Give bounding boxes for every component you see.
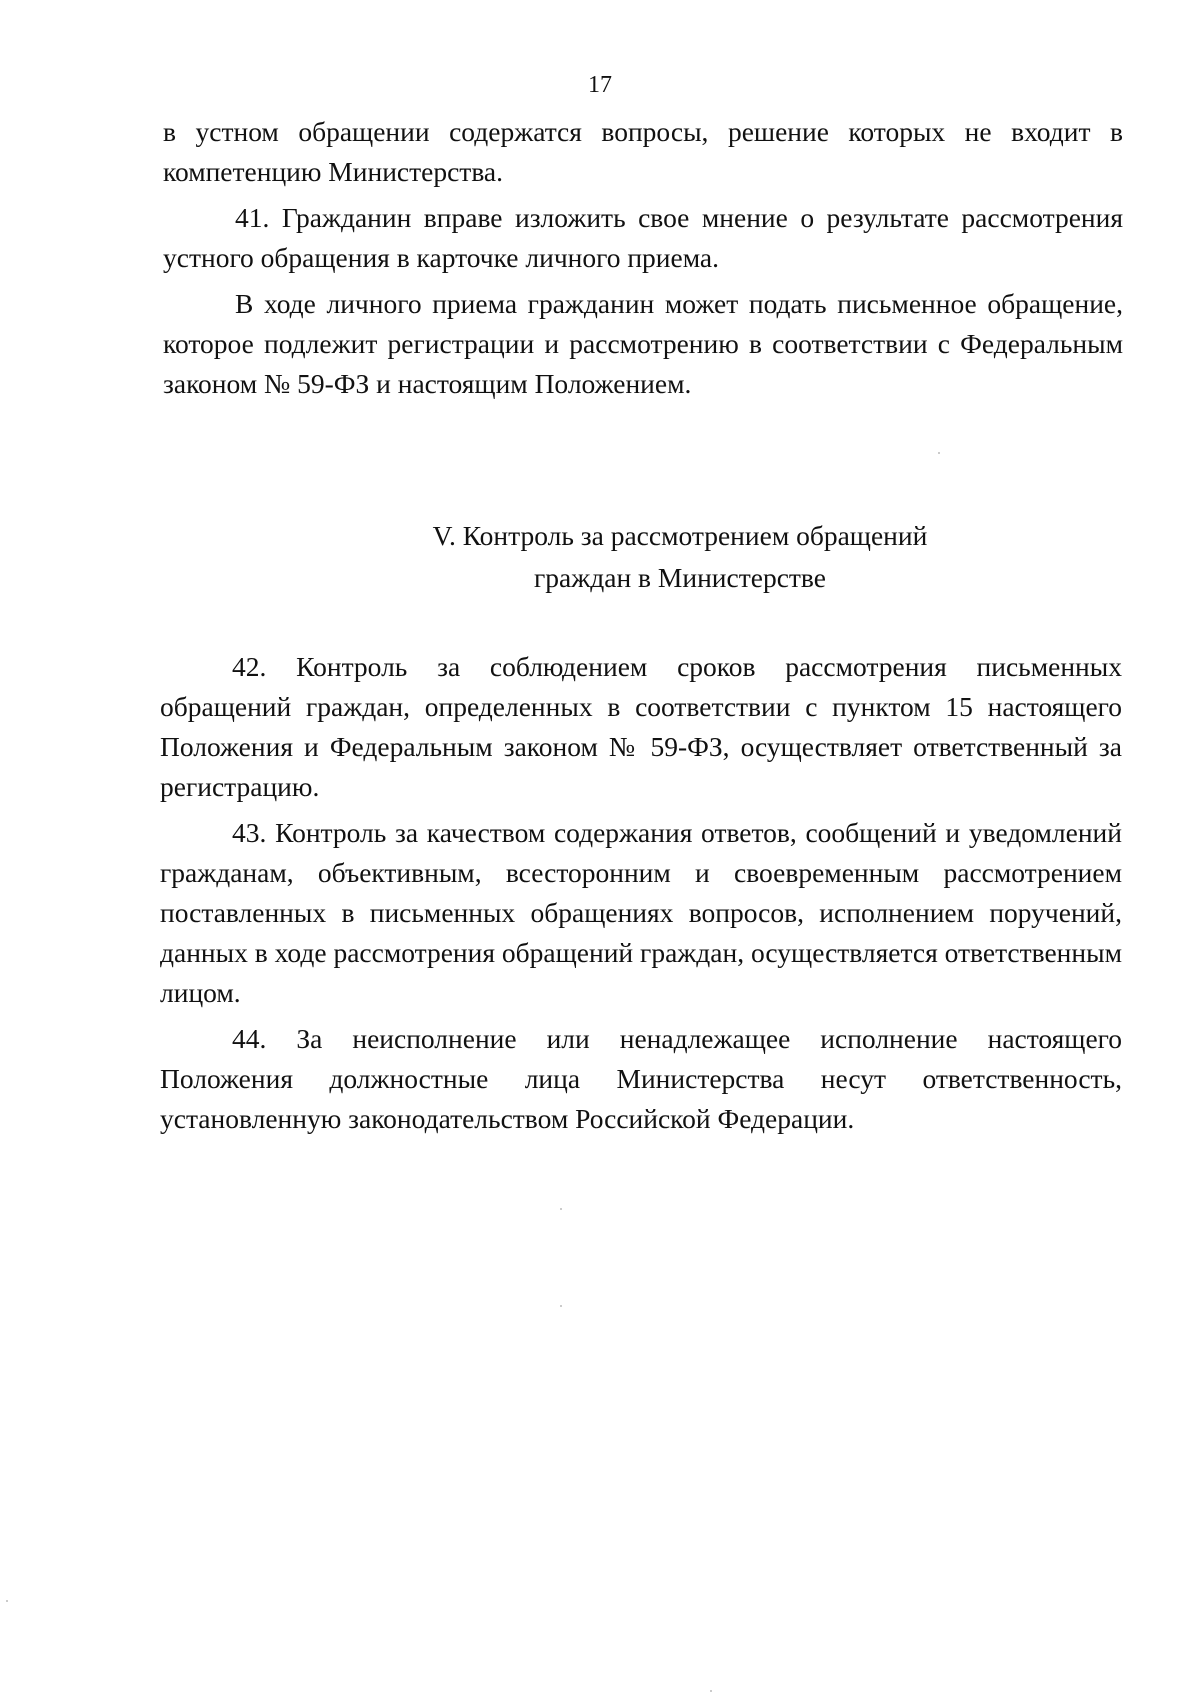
section-heading [360,515,1000,599]
scan-speck [560,1208,562,1210]
scan-speck [710,1690,712,1692]
text-block-top [163,112,1123,404]
scan-speck [560,1305,562,1307]
section-heading-line-1: V. Контроль за рассмотрением обращений [432,520,928,551]
paragraph-43: 43. Контроль за качеством содержания ответов, сообщений и уведомлений гражданам, объективным, всесторонним и своевременным рассмотрением поставленных в письменных обращениях вопросов, исполнением поручений, данных в ходе рассмотрения обращений граждан, осуществляется ответственным лицом. [160,817,1122,1008]
text-block-bottom [160,647,1122,1139]
paragraph-41: 41. Гражданин вправе изложить свое мнение о результате рассмотрения устного обращения в карточке личного приема. [163,202,1123,273]
page-number: 17 [588,72,612,98]
scan-speck [938,452,940,454]
paragraph-personal-reception: В ходе личного приема гражданин может подать письменное обращение, которое подлежит регистрации и рассмотрению в соответствии с Федеральным законом № 59-ФЗ и настоящим Положением. [163,288,1123,399]
paragraph-42: 42. Контроль за соблюдением сроков рассмотрения письменных обращений граждан, определенных в соответствии с пунктом 15 настоящего Положения и Федеральным законом № 59-ФЗ, осуществляет ответственный за регистрацию. [160,651,1122,802]
scan-speck [6,1600,8,1602]
paragraph-continuation: в устном обращении содержатся вопросы, решение которых не входит в компетенцию Министерства. [163,116,1123,187]
paragraph-44: 44. За неисполнение или ненадлежащее исполнение настоящего Положения должностные лица Министерства несут ответственность, установленную законодательством Российской Федерации. [160,1023,1122,1134]
section-heading-line-2: граждан в Министерстве [534,562,826,593]
